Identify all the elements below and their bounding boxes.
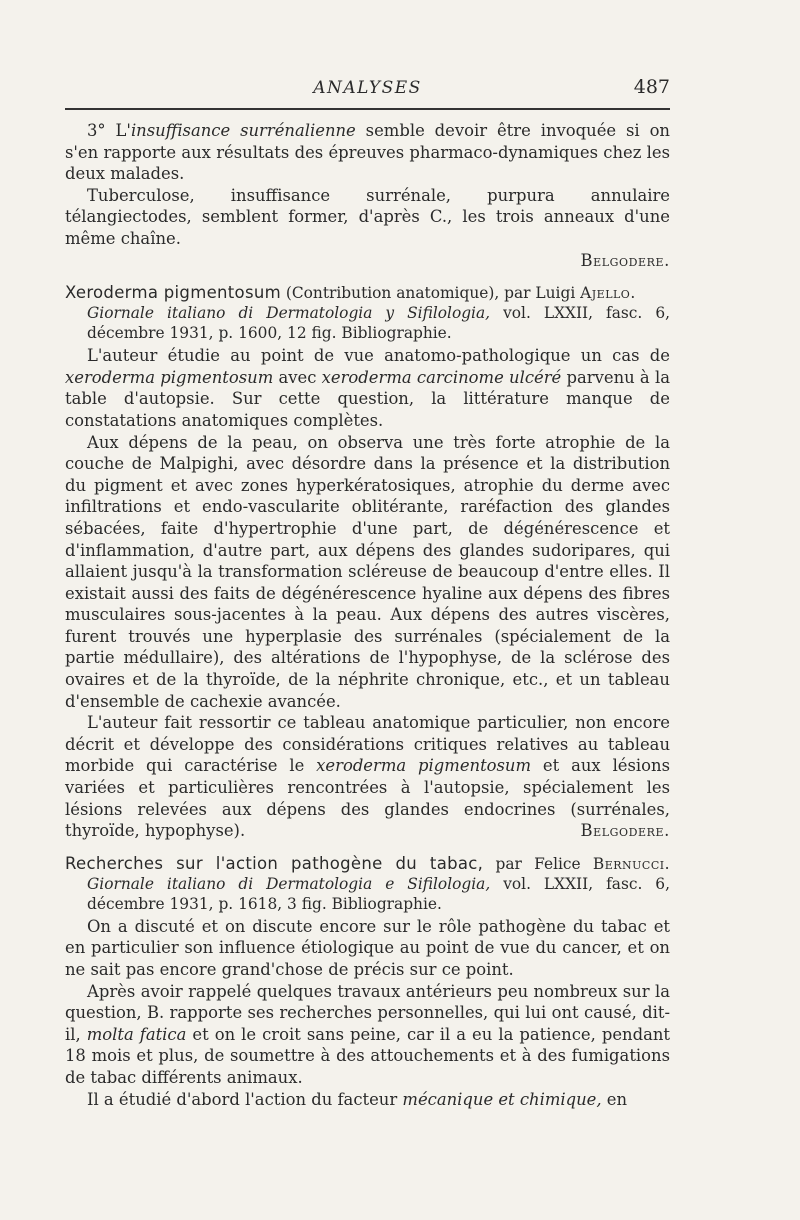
text-run: et on le croit sans peine, car il a eu la patience, pendant 18 mois et plus, de soumettre à des attouchements et à des fumigations de tabac différents animaux.: [65, 1024, 670, 1087]
text-run: L'auteur étudie au point de vue anatomo-pathologique un cas de: [87, 346, 670, 366]
italic-term: mécanique et chimique,: [402, 1089, 602, 1109]
entry-title: Recherches sur l'action pathogène du tabac,: [65, 853, 484, 873]
entry-subtitle: (Contribution anatomique), par Luigi: [280, 284, 581, 303]
signature: Belgodere.: [580, 250, 670, 270]
text-run: en: [601, 1089, 628, 1109]
page-number: 487: [633, 76, 670, 98]
italic-term: xeroderma pigmentosum: [65, 367, 274, 387]
italic-term: insuffisance surrénalienne: [130, 121, 356, 140]
text-run: Après avoir rappelé quelques travaux antérieurs peu nombreux sur la question, B. rapporte ses recherches personnelles, qui lui ont causé, dit-il,: [65, 981, 670, 1044]
text-run: semble devoir être invoquée si on s'en rapporte aux résultats des épreuves pharmaco-dynamiques chez les deux malades.: [65, 121, 670, 184]
paragraph: [65, 712, 670, 842]
text-run: parvenu à la table d'autopsie. Sur cette question, la littérature manque de constatations anatomiques complètes.: [65, 367, 670, 430]
entry-journal: Giornale italiano di Dermatologia e Sifilologia,: [87, 874, 491, 893]
text-run: L'auteur fait ressortir ce tableau anatomique particulier, non encore décrit et développe des considérations critiques relatives au tableau morbide qui caractérise le: [65, 713, 670, 776]
italic-term: molta fatica: [86, 1024, 187, 1044]
entry-title: Xeroderma pigmentosum: [65, 283, 281, 303]
paragraph: [65, 345, 670, 431]
entry-author: Ajello.: [580, 284, 636, 303]
text-run: avec: [273, 367, 322, 387]
entry-author: Bernucci.: [592, 854, 670, 873]
entry-journal: Giornale italiano di Dermatologia y Sifilologia,: [87, 304, 491, 323]
entry-reference: vol. LXXII, fasc. 6, décembre 1931, p. 1600, 12 fig. Bibliographie.: [87, 304, 671, 343]
header-rule: [65, 108, 670, 110]
entry-subtitle: par Felice: [483, 854, 593, 873]
italic-term: xeroderma pigmentosum: [316, 756, 532, 776]
paragraph: [65, 120, 670, 185]
text-run: Il a étudié d'abord l'action du facteur: [87, 1089, 403, 1109]
bibliographic-entry: [65, 283, 670, 343]
paragraph: Aux dépens de la peau, on observa une très forte atrophie de la couche de Malpighi, avec désordre dans la présence et la distribution du pigment et avec zones hyperkératosiques, atrophie du derme avec infiltrations et endo-vascularite oblitérante, raréfaction des glandes sébacées, faite d'hypertrophie d'une part, de dégénérescence et d'inflammation, d'autre part, aux dépens des glandes sudoripares, qui allaient jusqu'à la transformation scléreuse de beaucoup d'entre elles. Il existait aussi des faits de dégénérescence hyaline aux dépens des fibres musculaires sous-jacentes à la peau. Aux dépens des autres viscères, furent trouvés une hyperplasie des surrénales (spécialement de la partie médullaire), des altérations de l'hypophyse, de la sclérose des ovaires et de la thyroïde, de la néphrite chronique, etc., et un tableau d'ensemble de cachexie avancée.: [65, 432, 670, 711]
italic-term: xeroderma carcinome ulcéré: [321, 367, 562, 387]
entry-reference: vol. LXXII, fasc. 6, décembre 1931, p. 1618, 3 fig. Bibliographie.: [87, 874, 670, 913]
paragraph: On a discuté et on discute encore sur le rôle pathogène du tabac et en particulier son influence étiologique au point de vue du cancer, et on ne sait pas encore grand'chose de précis sur ce point.: [65, 916, 670, 979]
text-run: 3° L': [87, 121, 131, 140]
paragraph: [65, 1089, 670, 1111]
paragraph: [65, 981, 670, 1089]
running-title: ANALYSES: [313, 78, 422, 98]
page-header: [65, 76, 670, 104]
text-run: et aux lésions variées et particulières rencontrées à l'autopsie, spécialement les lésions relevées aux dépens des glandes endocrines (surrénales, thyroïde, hypophyse).: [65, 756, 670, 841]
bibliographic-entry: [65, 854, 670, 914]
paragraph: Tuberculose, insuffisance surrénale, purpura annulaire télangiectodes, semblent former, d'après C., les trois anneaux d'une même chaîne.: [65, 185, 670, 248]
signature: Belgodere.: [580, 821, 670, 841]
page-body: [65, 120, 670, 1110]
